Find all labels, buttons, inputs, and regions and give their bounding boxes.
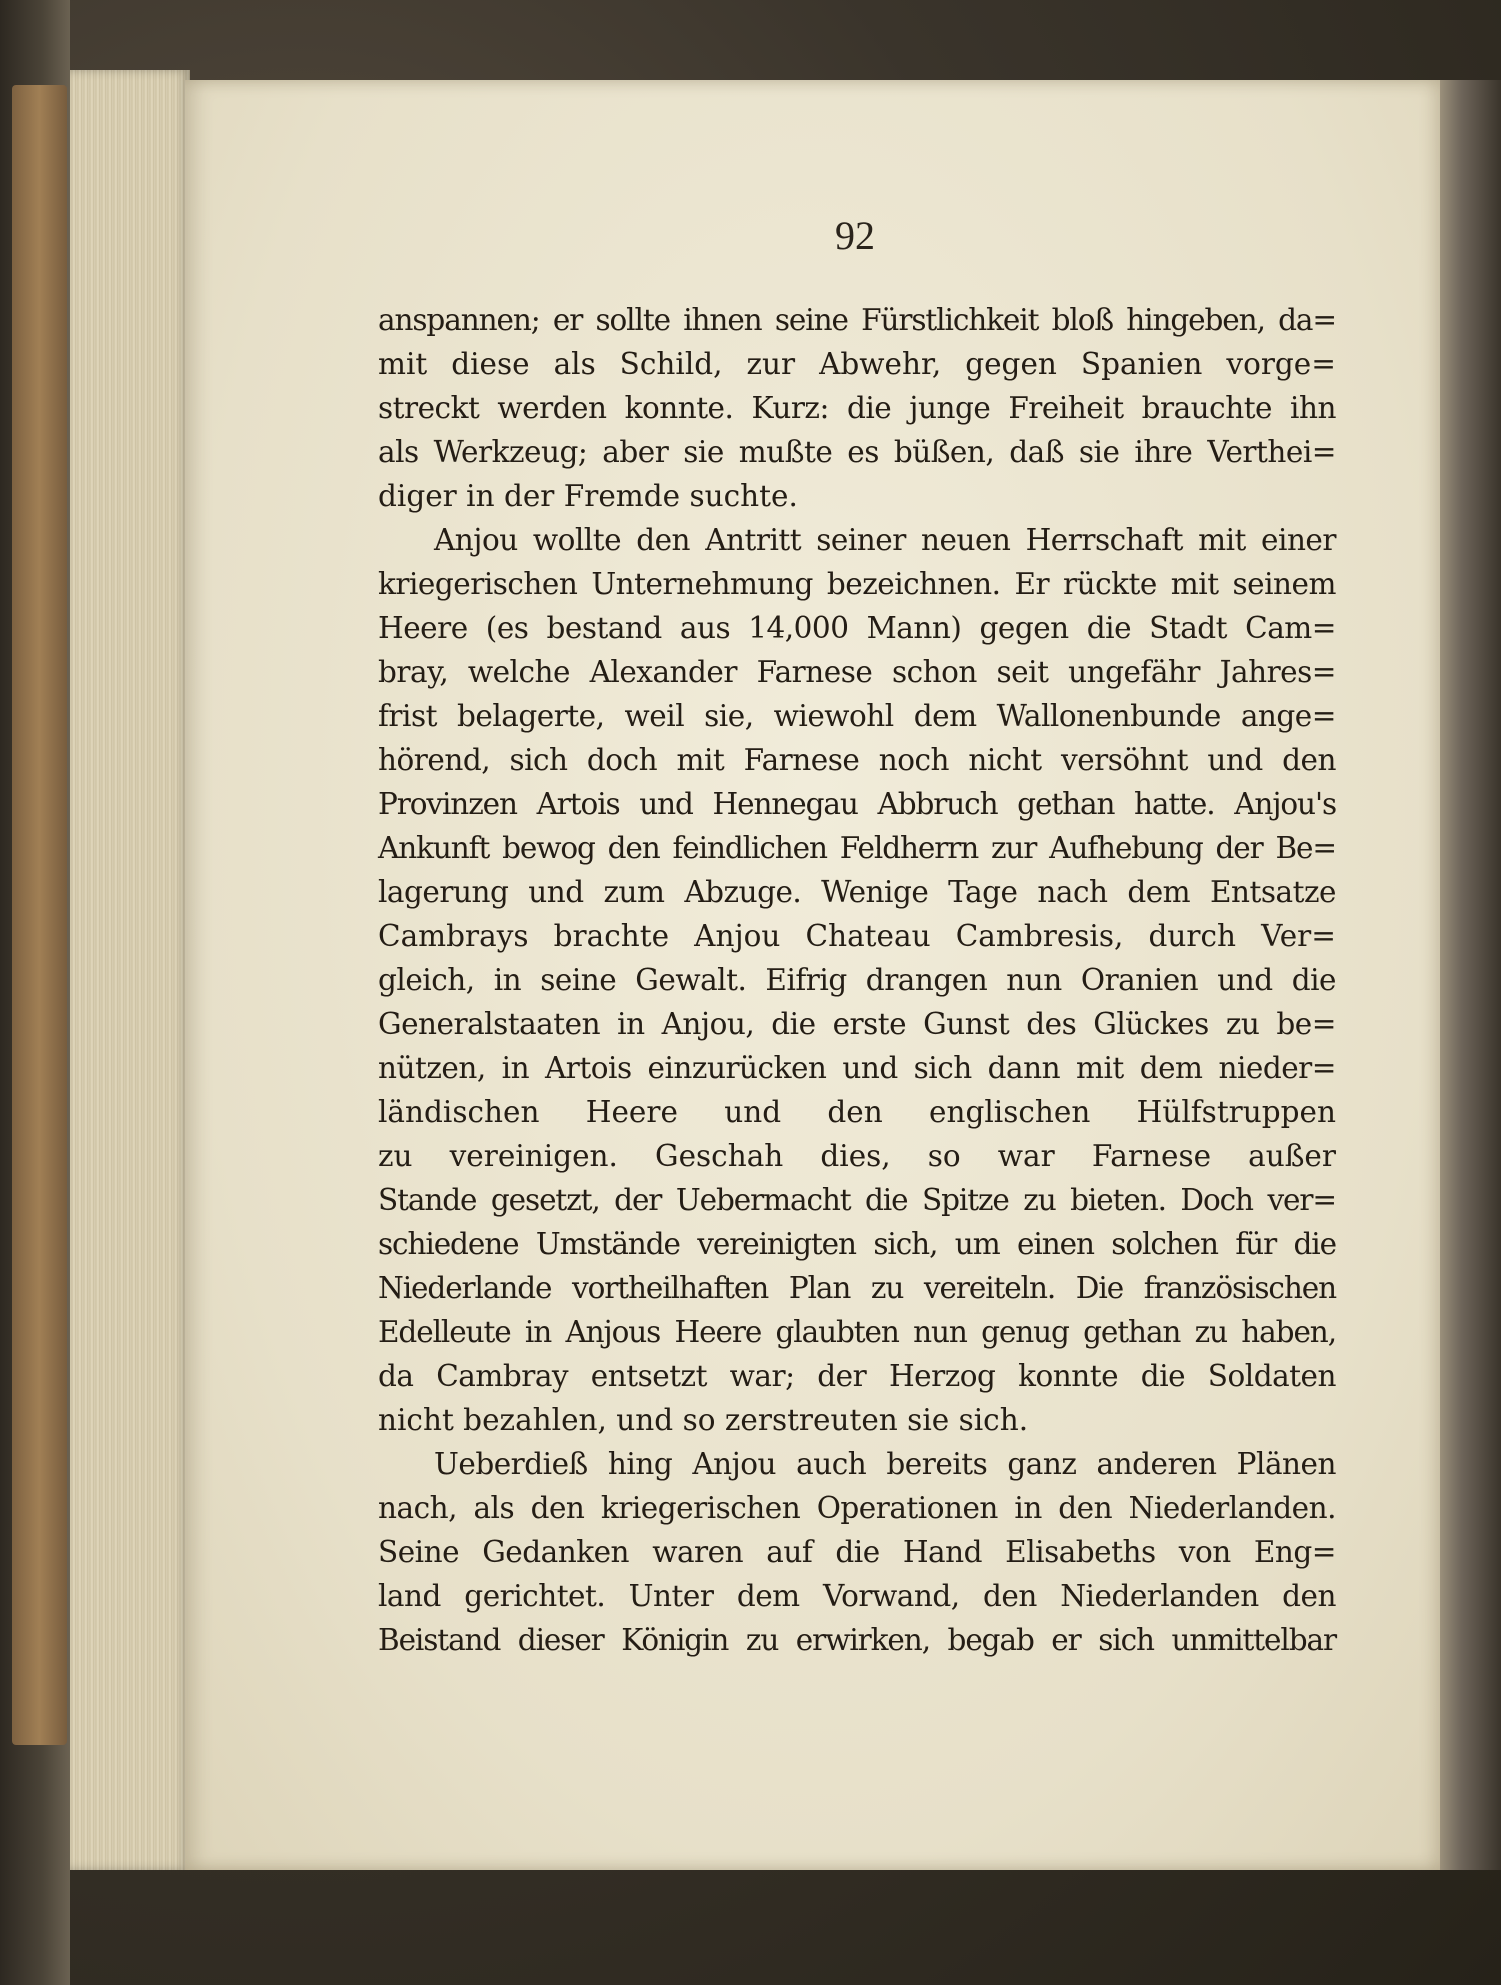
text-line: da Cambray entsetzt war; der Herzog konnte die Soldaten [378,1359,1336,1393]
page-text [378,298,1336,1662]
text-line: hörend, sich doch mit Farnese noch nicht versöhnt und den [378,743,1336,777]
text-line: Niederlande vortheilhaften Plan zu vereiteln. Die französischen [378,1271,1336,1305]
text-line: Ankunft bewog den feindlichen Feldherrn zur Aufhebung der Be= [378,831,1336,865]
right-page-edge [1435,80,1501,1870]
text-line: anspannen; er sollte ihnen seine Fürstlichkeit bloß hingeben, da= [378,303,1336,337]
text-line: Provinzen Artois und Hennegau Abbruch gethan hatte. Anjou's [378,787,1336,821]
text-line: Generalstaaten in Anjou, die erste Gunst des Glückes zu be= [378,1007,1336,1041]
text-line: Heere (es bestand aus 14,000 Mann) gegen die Stadt Cam= [378,611,1336,645]
text-line: mit diese als Schild, zur Abwehr, gegen Spanien vorge= [378,347,1336,381]
text-line: ländischen Heere und den englischen Hülfstruppen [378,1095,1336,1129]
text-line: nach, als den kriegerischen Operationen in den Niederlanden. [378,1491,1336,1525]
page-stack-edges [70,70,190,1870]
text-line: kriegerischen Unternehmung bezeichnen. Er rückte mit seinem [378,567,1336,601]
text-line: Ueberdieß hing Anjou auch bereits ganz anderen Plänen [434,1447,1336,1481]
text-line: nützen, in Artois einzurücken und sich dann mit dem nieder= [378,1051,1336,1085]
text-line: schiedene Umstände vereinigten sich, um einen solchen für die [378,1227,1336,1261]
text-line: Beistand dieser Königin zu erwirken, begab er sich unmittelbar [378,1623,1336,1657]
text-line: bray, welche Alexander Farnese schon seit ungefähr Jahres= [378,655,1336,689]
text-line: land gerichtet. Unter dem Vorwand, den Niederlanden den [378,1579,1336,1613]
page-number: 92 [835,213,875,258]
text-line: Edelleute in Anjous Heere glaubten nun genug gethan zu haben, [378,1315,1336,1349]
text-line: streckt werden konnte. Kurz: die junge Freiheit brauchte ihn [378,391,1336,425]
text-line: diger in der Fremde suchte. [378,479,798,513]
leather-spine-strip [12,85,67,1745]
text-line: gleich, in seine Gewalt. Eifrig drangen nun Oranien und die [378,963,1336,997]
text-line: lagerung und zum Abzuge. Wenige Tage nach dem Entsatze [378,875,1336,909]
text-line: zu vereinigen. Geschah dies, so war Farnese außer [378,1139,1336,1173]
text-line: frist belagerte, weil sie, wiewohl dem Wallonenbunde ange= [378,699,1336,733]
text-line: als Werkzeug; aber sie mußte es büßen, daß sie ihre Verthei= [378,435,1336,469]
text-line: Stande gesetzt, der Uebermacht die Spitze zu bieten. Doch ver= [378,1183,1336,1217]
text-line: Seine Gedanken waren auf die Hand Elisabeths von Eng= [378,1535,1336,1569]
text-line: Cambrays brachte Anjou Chateau Cambresis, durch Ver= [378,919,1336,953]
text-line: nicht bezahlen, und so zerstreuten sie sich. [378,1403,1029,1437]
text-line: Anjou wollte den Antritt seiner neuen Herrschaft mit einer [434,523,1336,557]
